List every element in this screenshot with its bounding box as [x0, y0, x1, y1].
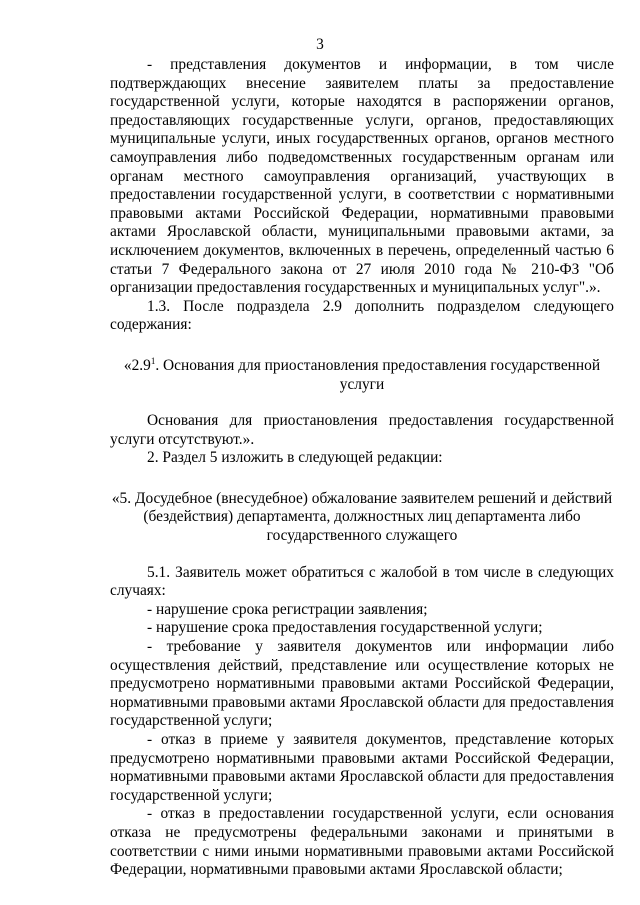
paragraph-5-1: 5.1. Заявитель может обратиться с жалобой в том числе в следующих случаях:	[110, 563, 614, 600]
list-item-deadline-violation: - нарушение срока предоставления государственной услуги;	[147, 619, 543, 637]
list-item-service-refusal: - отказ в предоставлении государственной услуги, если основания отказа не предусмотрены федеральными законами и принятыми в соответствии с ними иными нормативными правовыми актами Российской Федерации, нормативными правовыми актами Ярославской области;	[110, 805, 614, 879]
paragraph-no-suspension-grounds: Основания для приостановления предоставления государственной услуги отсутствуют.».	[110, 412, 614, 448]
heading-section-2-9-1: «$2.9^1$. Основания для приостановления предоставления государственной услуги	[123, 355, 601, 393]
list-item-reception-refusal: - отказ в приеме у заявителя документов, представление которых предусмотрено нормативными правовыми актами Российской Федерации, нормативными правовыми актами Ярославской области для предоставления государственной услуги;	[110, 731, 614, 804]
document-body	[110, 56, 614, 880]
heading-superscript: 1	[150, 355, 156, 366]
paragraph-item-2: 2. Раздел 5 изложить в следующей редакции:	[147, 449, 443, 467]
paragraph-item-1-3: 1.3. После подраздела 2.9 дополнить подразделом следующего содержания:	[110, 297, 614, 334]
list-item-registration-violation: - нарушение срока регистрации заявления;	[147, 600, 428, 618]
paragraph-documents-list: - представления документов и информации, в том числе подтверждающих внесение заявителем платы за предоставление государственной услуги, которые находятся в распоряжении органов, предоставляющих государственные услуги, органов, предоставляющих муниципальные услуги, иных государственных органов, органов местного самоуправления либо подведомственных государственным органам или органам местного самоуправления организаций, участвующих в предоставлении государственной услуги, в соответствии с нормативными правовыми актами Российской Федерации, нормативными правовыми актами Ярославской области, муниципальными правовыми актами, за исключением документов, включенных в перечень, определенный частью 6 статьи 7 Федерального закона от 27 июля 2010 года № 210-ФЗ "Об организации предоставления государственных и муниципальных услуг".».	[110, 56, 614, 297]
list-item-documents-demand: - требование у заявителя документов или информации либо осуществления действий, представление или осуществление которых не предусмотрено нормативными правовыми актами Российской Федерации, нормативными правовыми актами Ярославской области для предоставления государственной услуги;	[110, 638, 614, 730]
heading-section-5: «5. Досудебное (внесудебное) обжалование заявителем решений и действий (бездействия) департамента, должностных лиц департамента либо государственного служащего	[111, 489, 613, 545]
page-number: 3	[316, 36, 324, 53]
